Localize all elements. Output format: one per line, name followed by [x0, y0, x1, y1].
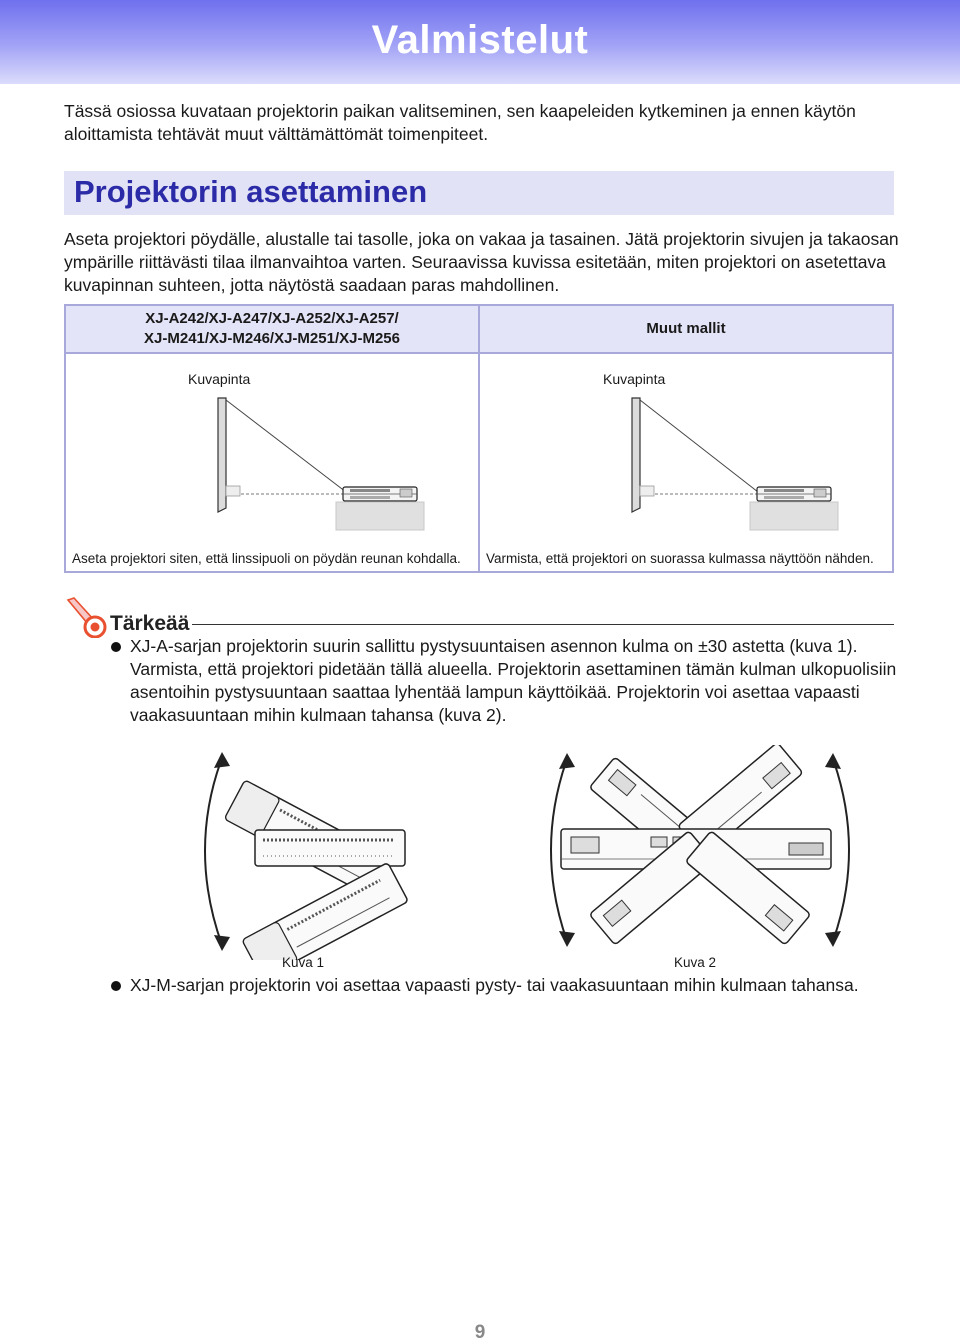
right-caption: Varmista, että projektori on suorassa kulmassa näyttöön nähden. [486, 551, 874, 566]
important-bullet-2: XJ-M-sarjan projektorin voi asettaa vapaasti pysty- tai vaakasuuntaan mihin kulmaan tahansa. [130, 975, 859, 995]
table-header-left [66, 306, 478, 354]
table-surface [336, 502, 424, 530]
table-header-right [480, 306, 892, 354]
arrow-up-icon [559, 753, 575, 769]
left-caption: Aseta projektori siten, että linssipuoli on pöydän reunan kohdalla. [72, 551, 461, 566]
important-label: Tärkeää [110, 612, 190, 635]
page-number: 9 [474, 1322, 486, 1343]
left-placement-diagram [200, 390, 440, 535]
projector-tilted-down [242, 863, 408, 960]
projector-icon [757, 487, 831, 501]
screen-surface [632, 398, 640, 512]
left-screen-label: Kuvapinta [188, 371, 251, 387]
arrow-up-icon [825, 753, 841, 769]
arrow-down-icon [825, 931, 841, 947]
intro-paragraph: Tässä osiossa kuvataan projektorin paikan valitseminen, sen kaapeleiden kytkeminen ja ennen käytön aloittamista tehtävät muut välttämättömät toimenpiteet. [64, 101, 856, 144]
right-placement-diagram [614, 390, 854, 535]
left-models-line2: XJ-M241/XJ-M246/XJ-M251/XJ-M256 [144, 330, 400, 347]
table-surface [750, 502, 838, 530]
bullet-dot-icon [111, 981, 121, 991]
screen-base [640, 486, 654, 496]
projector-icon [343, 487, 417, 501]
projection-ray [640, 400, 758, 492]
important-pencil-icon [64, 596, 108, 638]
figure-1-label: Kuva 1 [282, 955, 325, 970]
section-title: Projektorin asettaminen [74, 174, 428, 209]
page-title: Valmistelut [371, 18, 589, 62]
right-models-header: Muut mallit [646, 320, 726, 337]
arrow-up-icon [214, 752, 230, 768]
arrow-down-icon [559, 931, 575, 947]
screen-base [226, 486, 240, 496]
projector-level [255, 830, 405, 866]
projection-ray [226, 400, 346, 492]
bullet-dot-icon [111, 642, 121, 652]
figure-1-vertical-tilt [200, 740, 420, 960]
tilt-arc [205, 758, 222, 945]
rotation-arc-right [833, 759, 849, 941]
screen-surface [218, 398, 226, 512]
left-models-line1: XJ-A242/XJ-A247/XJ-A252/XJ-A257/ [145, 310, 399, 327]
important-rule [192, 624, 894, 625]
right-screen-label: Kuvapinta [603, 371, 666, 387]
arrow-down-icon [214, 935, 230, 951]
section-body: Aseta projektori pöydälle, alustalle tai tasolle, joka on vakaa ja tasainen. Jätä projektorin sivujen ja takaosan ympärille riittävästi tilaa ilmanvaihtoa varten. Seuraavissa kuvissa esitetään, miten projektori on asetettava kuvapinnan suhteen, jotta näytöstä saadaan paras mahdollinen. [64, 229, 899, 295]
important-bullet-1: XJ-A-sarjan projektorin suurin sallittu pystysuuntaisen asennon kulma on ±30 astetta (kuva 1). Varmista, että projektori pidetään tällä alueella. Projektorin asettaminen tämän kulman ulkopuolisiin asentoihin pystysuuntaan saattaa lyhentää lampun käyttöikää. Projektorin voi asettaa vapaasti vaakasuuntaan mihin kulmaan tahansa (kuva 2). [130, 636, 897, 725]
figure-2-label: Kuva 2 [674, 955, 717, 970]
figure-2-horizontal-rotation [545, 745, 855, 955]
